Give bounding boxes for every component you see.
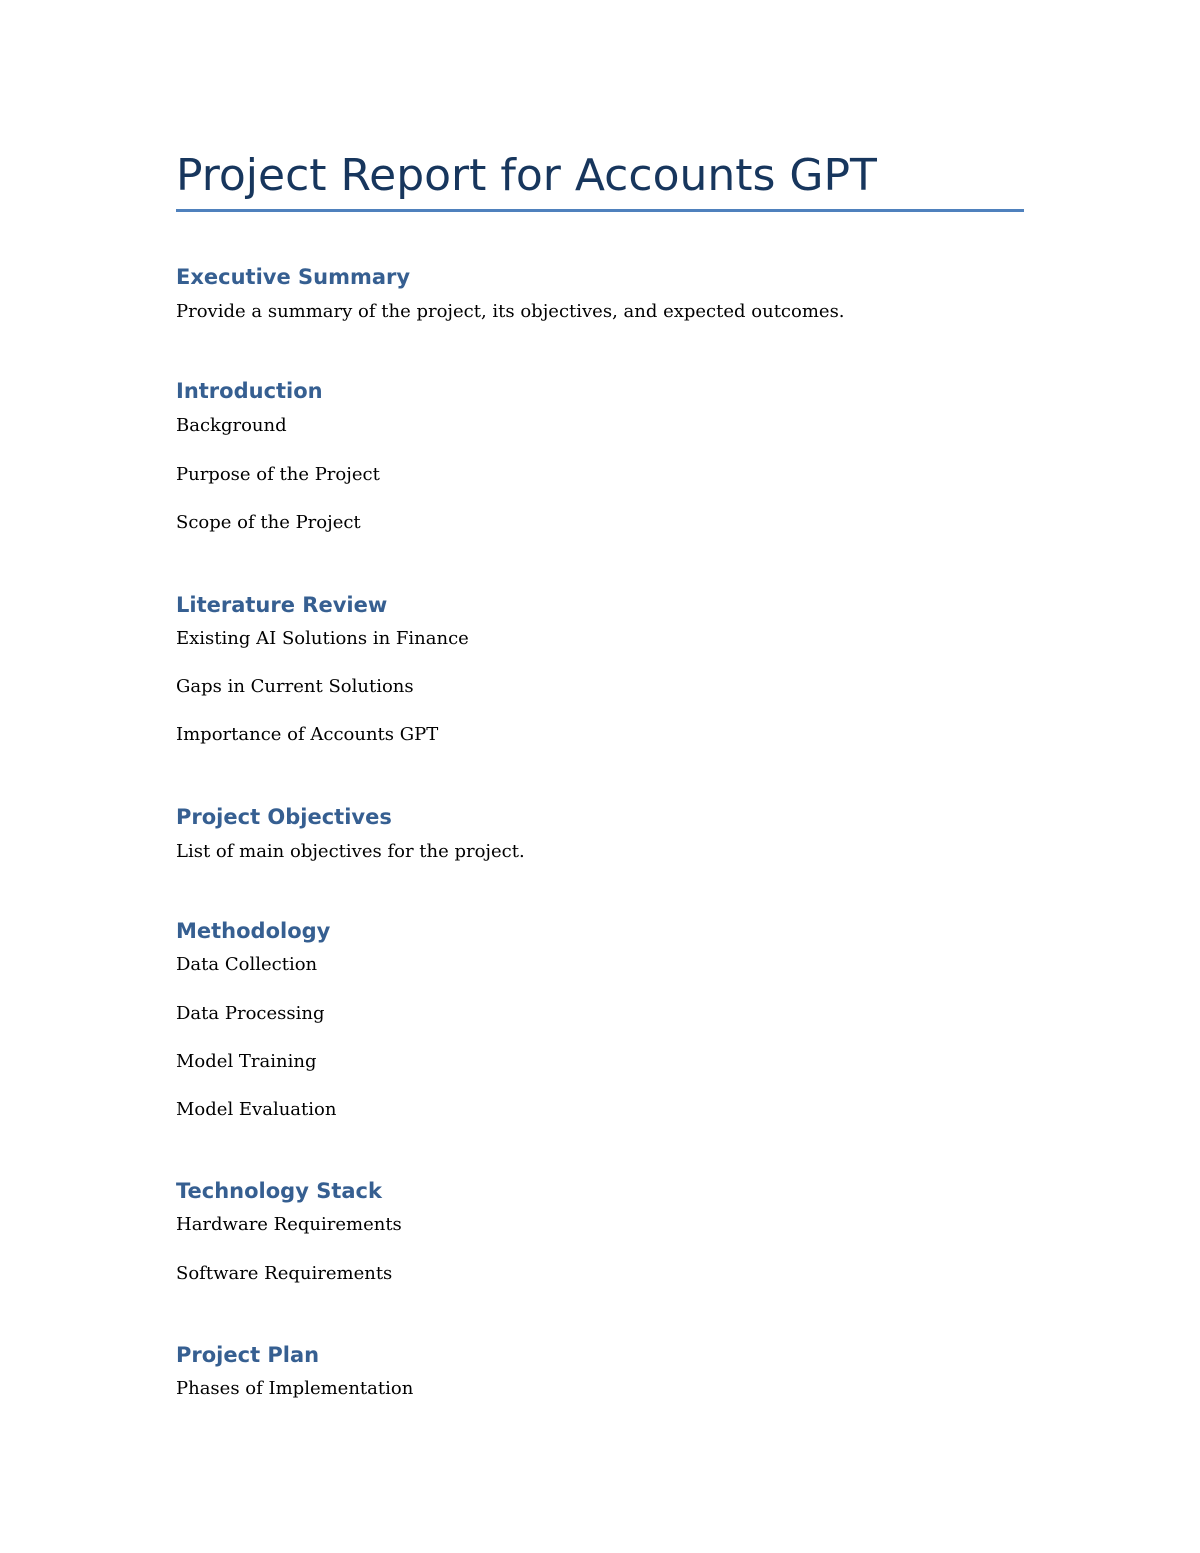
methodology-item-model-training: Model Training	[176, 1051, 317, 1072]
methodology-item-data-collection: Data Collection	[176, 954, 318, 975]
document-title: Project Report for Accounts GPT	[176, 150, 877, 201]
introduction-item-scope: Scope of the Project	[176, 512, 361, 533]
executive-summary-text: Provide a summary of the project, its objectives, and expected outcomes.	[176, 301, 845, 322]
introduction-item-background: Background	[176, 415, 287, 436]
introduction-item-purpose: Purpose of the Project	[176, 464, 380, 485]
heading-methodology: Methodology	[176, 919, 331, 943]
heading-project-plan: Project Plan	[176, 1343, 320, 1367]
title-underline-rule	[176, 209, 1024, 212]
heading-project-objectives: Project Objectives	[176, 805, 392, 829]
methodology-item-model-evaluation: Model Evaluation	[176, 1099, 337, 1120]
methodology-item-data-processing: Data Processing	[176, 1003, 325, 1024]
heading-literature-review: Literature Review	[176, 593, 388, 617]
heading-introduction: Introduction	[176, 379, 323, 403]
heading-technology-stack: Technology Stack	[176, 1179, 382, 1203]
technology-stack-item-software: Software Requirements	[176, 1263, 393, 1284]
project-objectives-text: List of main objectives for the project.	[176, 841, 525, 862]
heading-executive-summary: Executive Summary	[176, 265, 411, 289]
literature-review-item-importance: Importance of Accounts GPT	[176, 724, 439, 745]
literature-review-item-existing-solutions: Existing AI Solutions in Finance	[176, 628, 469, 649]
technology-stack-item-hardware: Hardware Requirements	[176, 1214, 402, 1235]
literature-review-item-gaps: Gaps in Current Solutions	[176, 676, 414, 697]
project-plan-item-phases: Phases of Implementation	[176, 1378, 414, 1399]
